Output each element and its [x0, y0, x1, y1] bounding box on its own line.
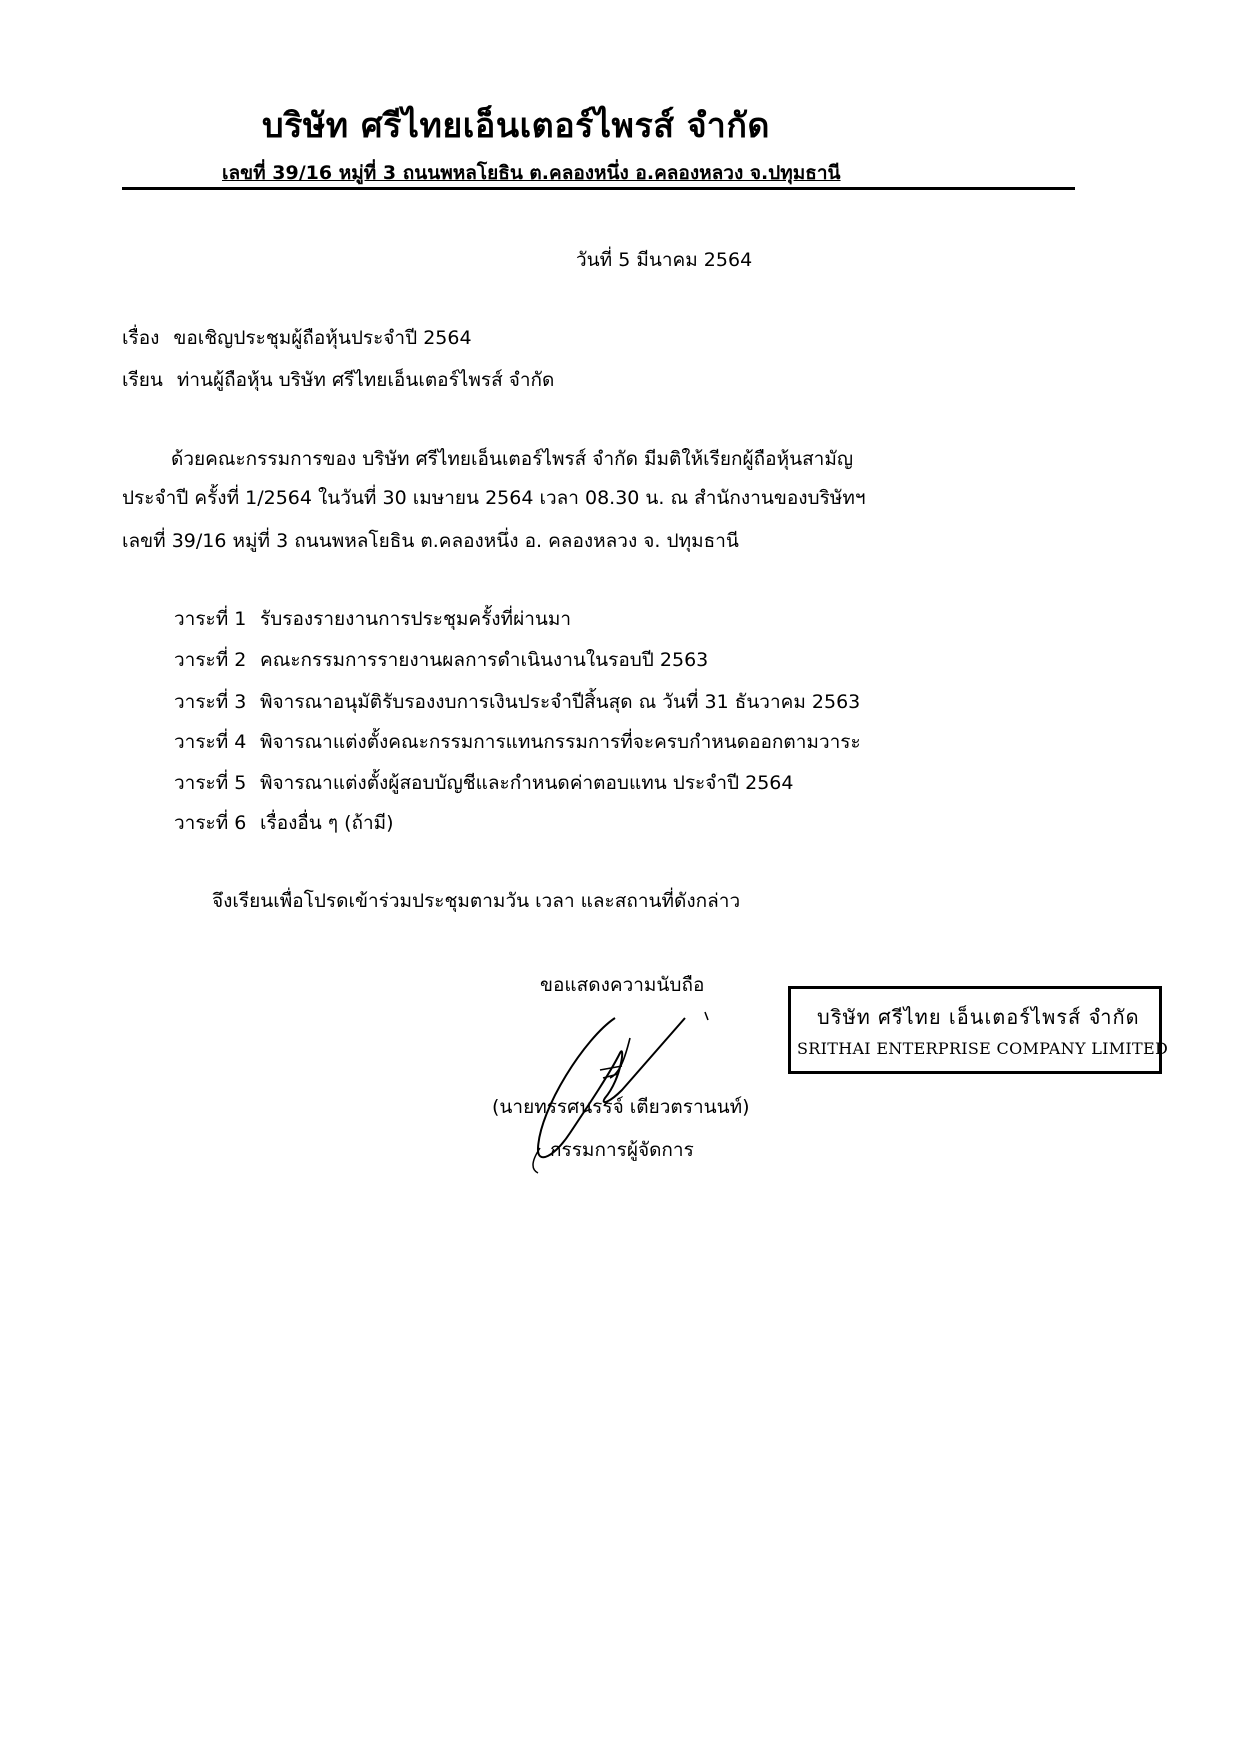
letter-date: วันที่ 5 มีนาคม 2564	[576, 249, 753, 271]
agenda-number: วาระที่ 6	[174, 812, 247, 834]
agenda-text: รับรองรายงานการประชุมครั้งที่ผ่านมา	[260, 608, 572, 630]
subject-text: ขอเชิญประชุมผู้ถือหุ้นประจำปี 2564	[173, 327, 472, 349]
agenda-item	[174, 768, 793, 798]
body-paragraph-line: ประจำปี ครั้งที่ 1/2564 ในวันที่ 30 เมษายน 2564 เวลา 08.30 น. ณ สำนักงานของบริษัทฯ	[122, 487, 866, 509]
body-paragraph-line: เลขที่ 39/16 หมู่ที่ 3 ถนนพหลโยธิน ต.คลองหนึ่ง อ. คลองหลวง จ. ปทุมธานี	[122, 530, 739, 552]
agenda-item	[174, 808, 394, 838]
company-name: บริษัท ศรีไทยเอ็นเตอร์ไพรส์ จำกัด	[262, 106, 770, 146]
agenda-number: วาระที่ 2	[174, 649, 247, 671]
agenda-item	[174, 687, 860, 717]
signer-name: (นายทรรศนรรจ์ เตียวตรานนท์)	[492, 1096, 750, 1118]
agenda-number: วาระที่ 5	[174, 772, 247, 794]
agenda-number: วาระที่ 1	[174, 608, 247, 630]
company-address: เลขที่ 39/16 หมู่ที่ 3 ถนนพหลโยธิน ต.คลองหนึ่ง อ.คลองหลวง จ.ปทุมธานี	[222, 162, 841, 184]
stamp-english-text: SRITHAI ENTERPRISE COMPANY LIMITED	[797, 1039, 1169, 1058]
subject-label: เรื่อง	[122, 327, 160, 349]
signer-title: กรรมการผู้จัดการ	[550, 1139, 694, 1161]
closing-sentence: จึงเรียนเพื่อโปรดเข้าร่วมประชุมตามวัน เวลา และสถานที่ดังกล่าว	[212, 890, 741, 912]
agenda-text: เรื่องอื่น ๆ (ถ้ามี)	[260, 812, 394, 834]
recipient-label: เรียน	[122, 369, 163, 391]
agenda-item	[174, 645, 708, 675]
agenda-number: วาระที่ 3	[174, 691, 247, 713]
recipient-line	[122, 365, 554, 395]
agenda-number: วาระที่ 4	[174, 731, 247, 753]
company-stamp	[788, 986, 1169, 1074]
header-divider	[122, 187, 1075, 190]
regards: ขอแสดงความนับถือ	[540, 974, 705, 996]
stamp-thai-text: บริษัท ศรีไทย เอ็นเตอร์ไพรส์ จำกัด	[817, 1005, 1140, 1029]
agenda-text: พิจารณาแต่งตั้งคณะกรรมการแทนกรรมการที่จะครบกำหนดออกตามวาระ	[260, 731, 861, 753]
recipient-text: ท่านผู้ถือหุ้น บริษัท ศรีไทยเอ็นเตอร์ไพรส์ จำกัด	[176, 369, 555, 391]
agenda-text: พิจารณาอนุมัติรับรองงบการเงินประจำปีสิ้นสุด ณ วันที่ 31 ธันวาคม 2563	[260, 691, 861, 713]
agenda-text: คณะกรรมการรายงานผลการดำเนินงานในรอบปี 2563	[260, 649, 709, 671]
body-paragraph-line: ด้วยคณะกรรมการของ บริษัท ศรีไทยเอ็นเตอร์ไพรส์ จำกัด มีมติให้เรียกผู้ถือหุ้นสามัญ	[171, 448, 854, 470]
agenda-item	[174, 604, 571, 634]
agenda-item	[174, 727, 861, 757]
subject-line	[122, 323, 472, 353]
agenda-text: พิจารณาแต่งตั้งผู้สอบบัญชีและกำหนดค่าตอบแทน ประจำปี 2564	[260, 772, 794, 794]
